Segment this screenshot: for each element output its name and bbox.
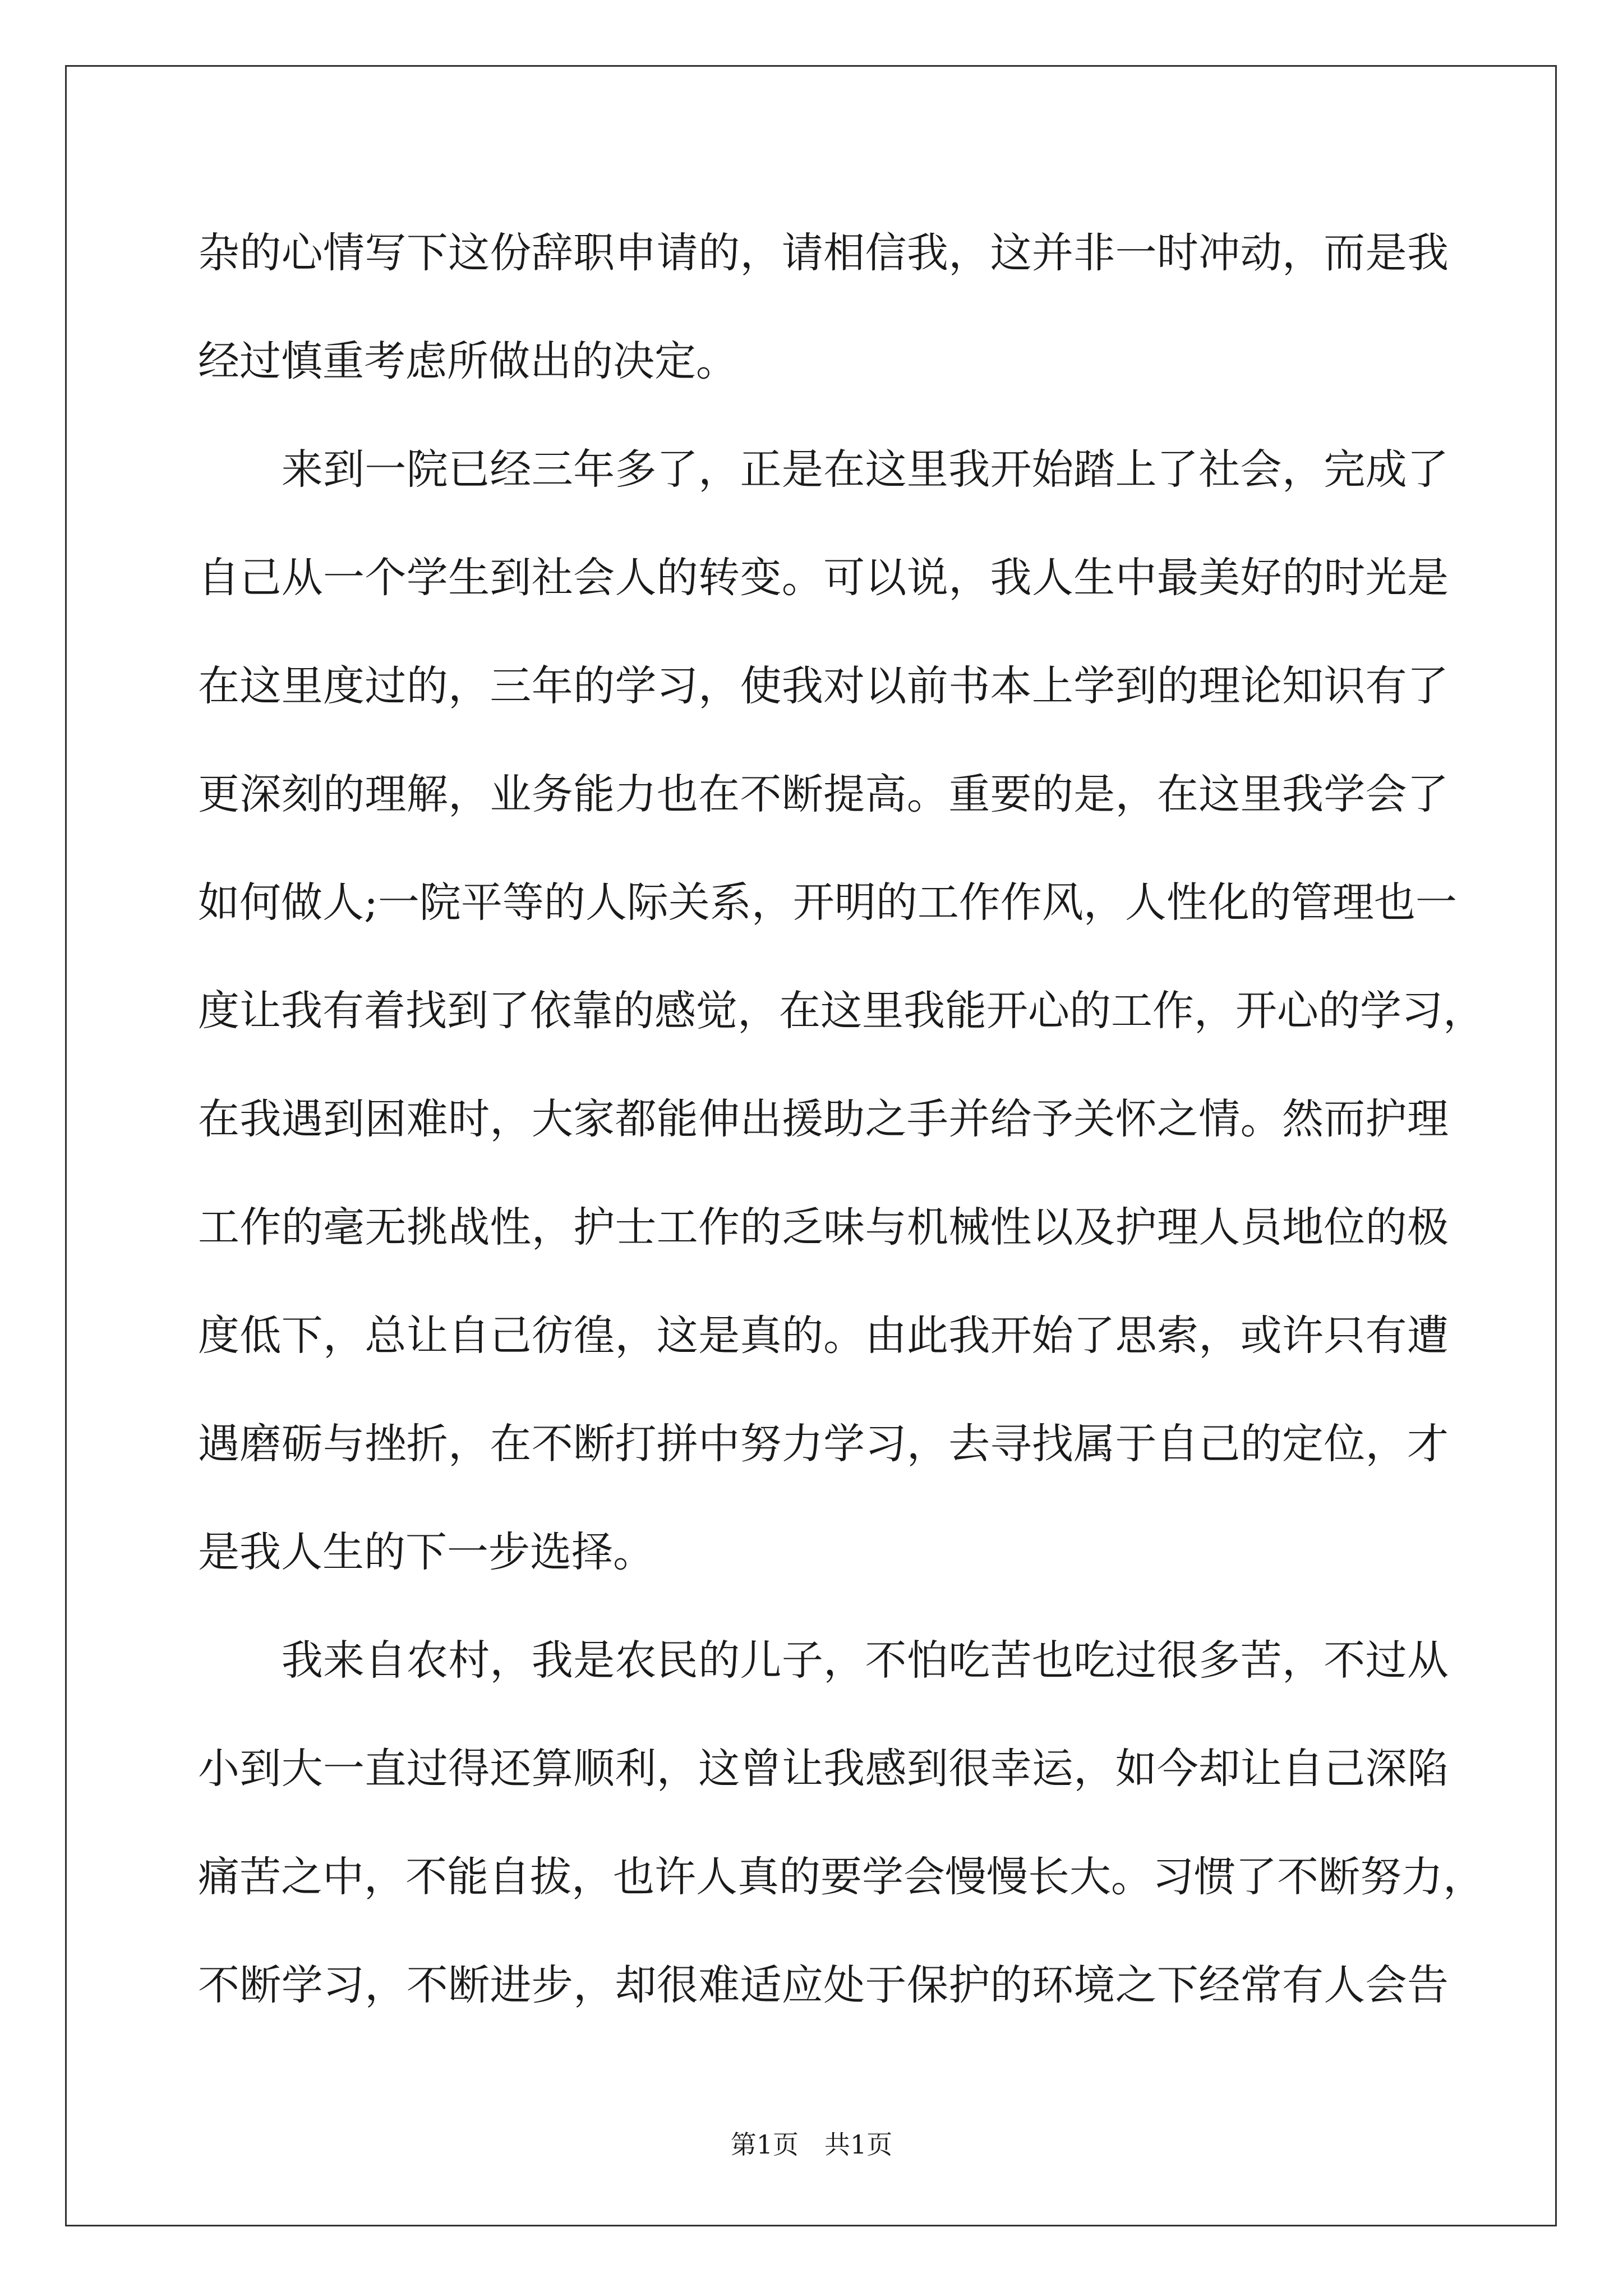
text-line: 度低下，总让自己彷徨，这是真的。由此我开始了思索，或许只有遭 (198, 1312, 1449, 1360)
text-line: 自己从一个学生到社会人的转变。可以说，我人生中最美好的时光是 (198, 554, 1449, 602)
text-line: 如何做人;一院平等的人际关系，开明的工作作风，人性化的管理也一 (198, 878, 1457, 927)
text-line: 小到大一直过得还算顺利，这曾让我感到很幸运，如今却让自己深陷 (198, 1745, 1449, 1793)
text-line: 遇磨砺与挫折，在不断打拼中努力学习，去寻找属于自己的定位，才 (198, 1420, 1449, 1468)
text-line: 经过慎重考虑所做出的决定。 (198, 337, 737, 385)
page-footer: 第1页 共1页 (730, 2129, 893, 2160)
text-line: 更深刻的理解，业务能力也在不断提高。重要的是，在这里我学会了 (198, 770, 1449, 818)
text-line: 在我遇到困难时，大家都能伸出援助之手并给予关怀之情。然而护理 (198, 1095, 1449, 1143)
text-line: 杂的心情写下这份辞职申请的，请相信我，这并非一时冲动，而是我 (198, 229, 1449, 277)
text-line: 痛苦之中，不能自拔，也许人真的要学会慢慢长大。习惯了不断努力， (198, 1853, 1484, 1901)
text-line: 我来自农村，我是农民的儿子，不怕吃苦也吃过很多苦，不过从 (198, 1636, 1449, 1685)
text-line: 不断学习，不断进步，却很难适应处于保护的环境之下经常有人会告 (198, 1961, 1449, 2009)
text-line: 在这里度过的，三年的学习，使我对以前书本上学到的理论知识有了 (198, 662, 1449, 710)
document-body (198, 199, 1484, 2040)
text-line: 工作的毫无挑战性，护士工作的乏味与机械性以及护理人员地位的极 (198, 1203, 1449, 1251)
text-line: 是我人生的下一步选择。 (198, 1528, 654, 1576)
text-line: 度让我有着找到了依靠的感觉，在这里我能开心的工作，开心的学习， (198, 987, 1484, 1035)
text-line: 来到一院已经三年多了，正是在这里我开始踏上了社会，完成了 (198, 445, 1449, 494)
